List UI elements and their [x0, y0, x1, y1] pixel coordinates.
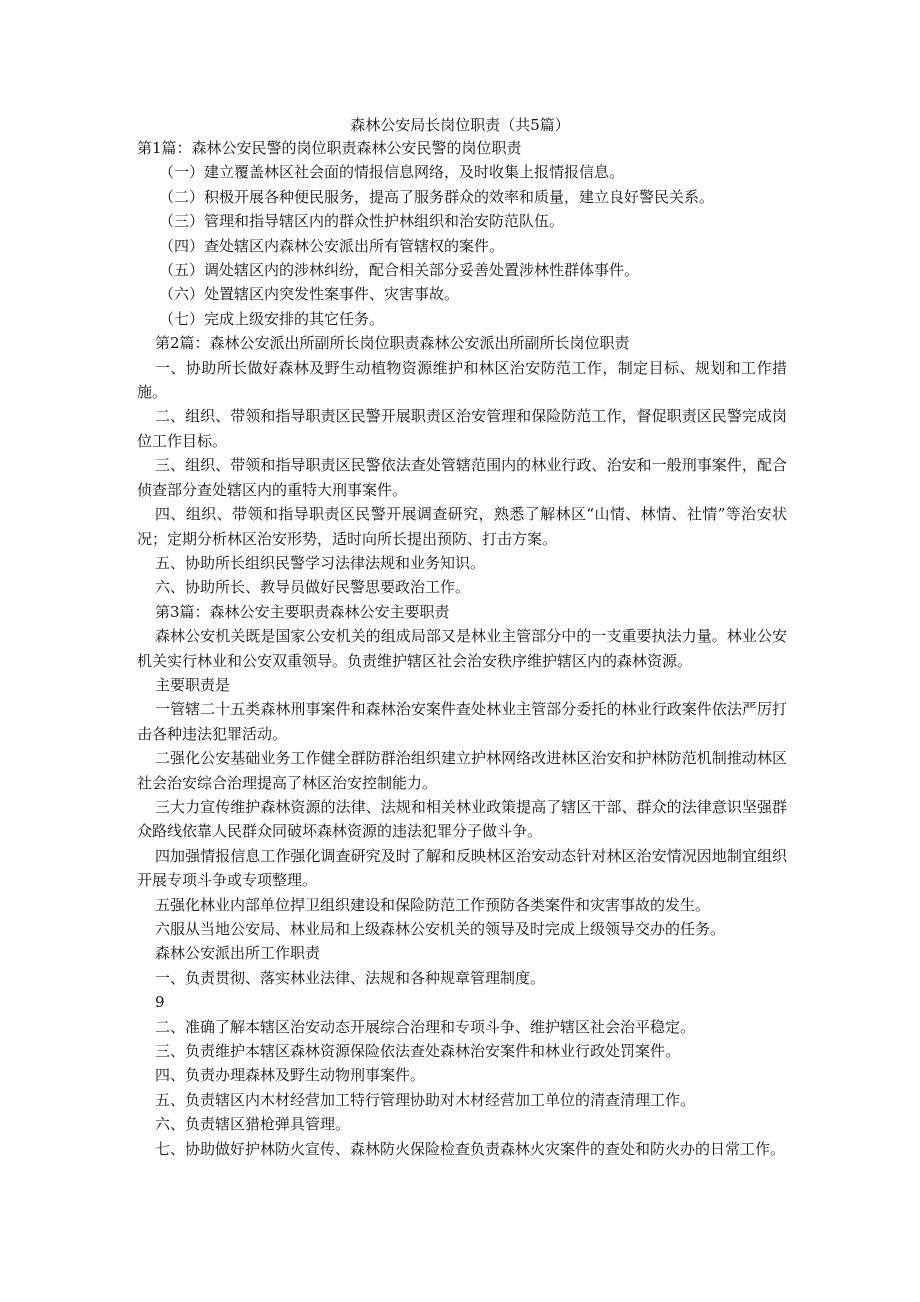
paragraph: 五、负责辖区内木材经营加工特行管理协助对木材经营加工单位的清查清理工作。: [155, 1090, 696, 1109]
paragraph: 一管辖二十五类森林刑事案件和森林治安案件查处林业主管部分委托的林业行政案件依法严厉打击各种违法犯罪活动。: [137, 700, 787, 743]
paragraph: 森林公安机关既是国家公安机关的组成局部又是林业主管部分中的一支重要执法力量。林业公安机关实行林业和公安双重领导。负责维护辖区社会治安秩序维护辖区内的森林资源。: [137, 627, 787, 670]
paragraph: 二强化公安基础业务工作健全群防群治组织建立护林网络改进林区治安和护林防范机制推动林区社会治安综合治理提高了林区治安控制能力。: [137, 749, 787, 792]
list-item: （五）调处辖区内的涉林纠纷，配合相关部分妥善处置涉林性群体事件。: [159, 261, 640, 280]
subsection-heading: 森林公安派出所工作职责: [155, 944, 321, 963]
document-body: [137, 136, 787, 1161]
paragraph: 三大力宣传维护森林资源的法律、法规和相关林业政策提高了辖区干部、群众的法律意识坚强群众路线依靠人民群众同破坏森林资源的违法犯罪分子做斗争。: [137, 797, 787, 841]
section-heading-1: 第1篇：森林公安民警的岗位职责森林公安民警的岗位职责: [137, 139, 522, 157]
page-number: 9: [155, 993, 165, 1012]
list-item: （七）完成上级安排的其它任务。: [159, 309, 385, 328]
paragraph: 三、负责维护本辖区森林资源保险依法查处森林治安案件和林业行政处罚案件。: [155, 1042, 681, 1061]
paragraph: 七、协助做好护林防火宣传、森林防火保险检查负责森林火灾案件的查处和防火办的日常工作。: [155, 1139, 786, 1158]
paragraph: 五、协助所长组织民警学习法律法规和业务知识。: [155, 553, 486, 572]
list-item: （三）管理和指导辖区内的群众性护林组织和治安防范队伍。: [159, 212, 565, 231]
section-heading-3: 第3篇：森林公安主要职责森林公安主要职责: [155, 602, 450, 621]
paragraph: 六、协助所长、教导员做好民警思要政治工作。: [155, 578, 471, 597]
paragraph: 二、准确了解本辖区治安动态开展综合治理和专项斗争、维护辖区社会治平稳定。: [155, 1017, 696, 1036]
list-item: （六）处置辖区内突发性案事件、灾害事故。: [159, 285, 460, 304]
paragraph: 一、协助所长做好森林及野生动植物资源维护和林区治安防范工作，制定目标、规划和工作措施。: [137, 358, 787, 402]
document-title: 森林公安局长岗位职责（共5篇）: [350, 116, 570, 134]
paragraph: 三、组织、带领和指导职责区民警依法查处管辖范围内的林业行政、治安和一般刑事案件，配合侦查部分查处辖区内的重特大刑事案件。: [137, 456, 787, 499]
paragraph: 六服从当地公安局、林业局和上级森林公安机关的领导及时完成上级领导交办的任务。: [155, 920, 726, 938]
paragraph: 四、负责办理森林及野生动物刑事案件。: [155, 1066, 426, 1085]
section-heading-2: 第2篇：森林公安派出所副所长岗位职责森林公安派出所副所长岗位职责: [155, 334, 630, 353]
paragraph: 五强化林业内部单位捍卫组织建设和保险防范工作预防各类案件和灾害事故的发生。: [155, 895, 711, 914]
list-item: （二）积极开展各种便民服务，提高了服务群众的效率和质量，建立良好警民关系。: [159, 187, 715, 206]
paragraph: 二、组织、带领和指导职责区民警开展职责区治安管理和保险防范工作，督促职责区民警完成岗位工作目标。: [137, 407, 787, 450]
paragraph: 一、负责贯彻、落实林业法律、法规和各种规章管理制度。: [155, 968, 546, 987]
list-item: （四）查处辖区内森林公安派出所有管辖权的案件。: [159, 236, 505, 255]
paragraph: 四加强情报信息工作强化调查研究及时了解和反映林区治安动态针对林区治安情况因地制宜组织开展专项斗争或专项整理。: [137, 846, 787, 890]
list-item: （一）建立覆盖林区社会面的情报信息网络，及时收集上报情报信息。: [159, 163, 625, 182]
paragraph: 六、负责辖区猎枪弹具管理。: [155, 1115, 351, 1134]
paragraph: 四、组织、带领和指导职责区民警开展调查研究，熟悉了解林区“山情、林情、社情”等治安状况；定期分析林区治安形势，适时向所长提出预防、打击方案。: [137, 505, 787, 548]
paragraph: 主要职责是: [155, 675, 231, 694]
